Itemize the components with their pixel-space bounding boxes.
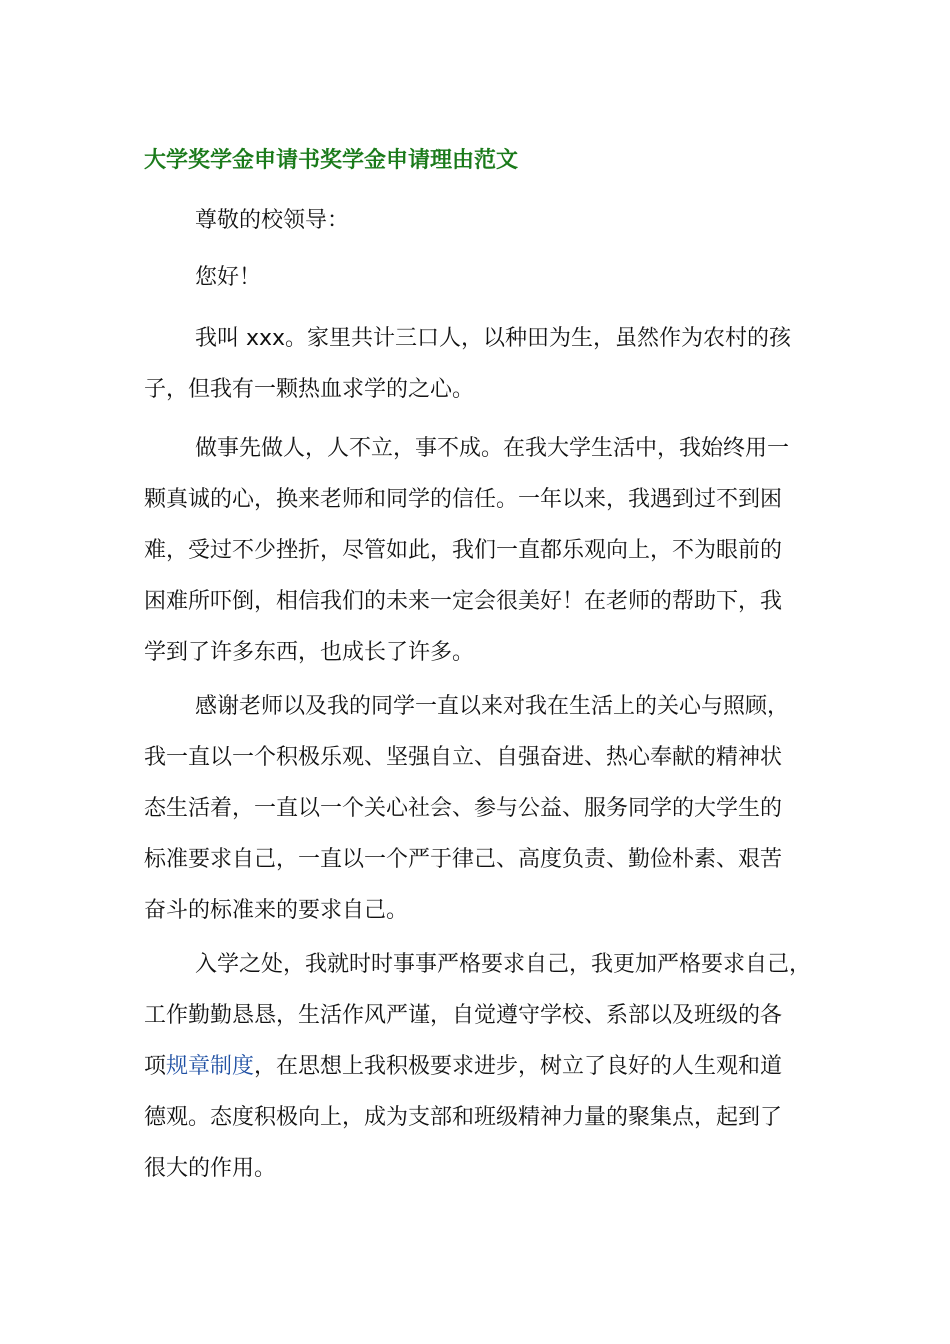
paragraph-line: 学到了许多东西，也成长了许多。 bbox=[144, 640, 475, 665]
regulations-link[interactable]: 规章制度 bbox=[166, 1054, 255, 1079]
paragraph-line: 入学之处，我就时时事事严格要求自己，我更加严格要求自己， bbox=[195, 952, 812, 977]
paragraph-line: 德观。态度积极向上，成为支部和班级精神力量的聚集点，起到了 bbox=[144, 1105, 783, 1130]
paragraph-line: 奋斗的标准来的要求自己。 bbox=[144, 898, 409, 923]
paragraph-line: 我叫 xxx。家里共计三口人，以种田为生，虽然作为农村的孩 bbox=[195, 326, 792, 351]
line-suffix: ，在思想上我积极要求进步，树立了良好的人生观和道 bbox=[254, 1054, 783, 1079]
greeting: 您好！ bbox=[195, 265, 262, 290]
paragraph-line: 感谢老师以及我的同学一直以来对我在生活上的关心与照顾， bbox=[195, 694, 790, 719]
paragraph-line: 困难所吓倒，相信我们的未来一定会很美好！在老师的帮助下，我 bbox=[144, 589, 783, 614]
line-prefix: 项 bbox=[144, 1054, 167, 1079]
paragraph-line: 颗真诚的心，换来老师和同学的信任。一年以来，我遇到过不到困 bbox=[144, 487, 783, 512]
paragraph-1 bbox=[144, 313, 804, 415]
paragraph-line: 难，受过不少挫折，尽管如此，我们一直都乐观向上，不为眼前的 bbox=[144, 538, 783, 563]
paragraph-line: 子，但我有一颗热血求学的之心。 bbox=[144, 377, 475, 402]
paragraph-line: 很大的作用。 bbox=[144, 1156, 277, 1181]
document-title: 大学奖学金申请书奖学金申请理由范文 bbox=[144, 148, 519, 173]
salutation: 尊敬的校领导： bbox=[195, 208, 350, 233]
paragraph-line bbox=[144, 1041, 804, 1092]
paragraph-line: 做事先做人，人不立，事不成。在我大学生活中，我始终用一 bbox=[195, 436, 790, 461]
paragraph-line: 标准要求自己，一直以一个严于律己、高度负责、勤俭朴素、艰苦 bbox=[144, 847, 783, 872]
paragraph-2 bbox=[144, 423, 804, 678]
paragraph-line: 我一直以一个积极乐观、坚强自立、自强奋进、热心奉献的精神状 bbox=[144, 745, 783, 770]
paragraph-line: 工作勤勤恳恳，生活作风严谨，自觉遵守学校、系部以及班级的各 bbox=[144, 1003, 783, 1028]
paragraph-line: 态生活着，一直以一个关心社会、参与公益、服务同学的大学生的 bbox=[144, 796, 783, 821]
paragraph-4 bbox=[144, 939, 812, 1194]
paragraph-3 bbox=[144, 681, 804, 936]
